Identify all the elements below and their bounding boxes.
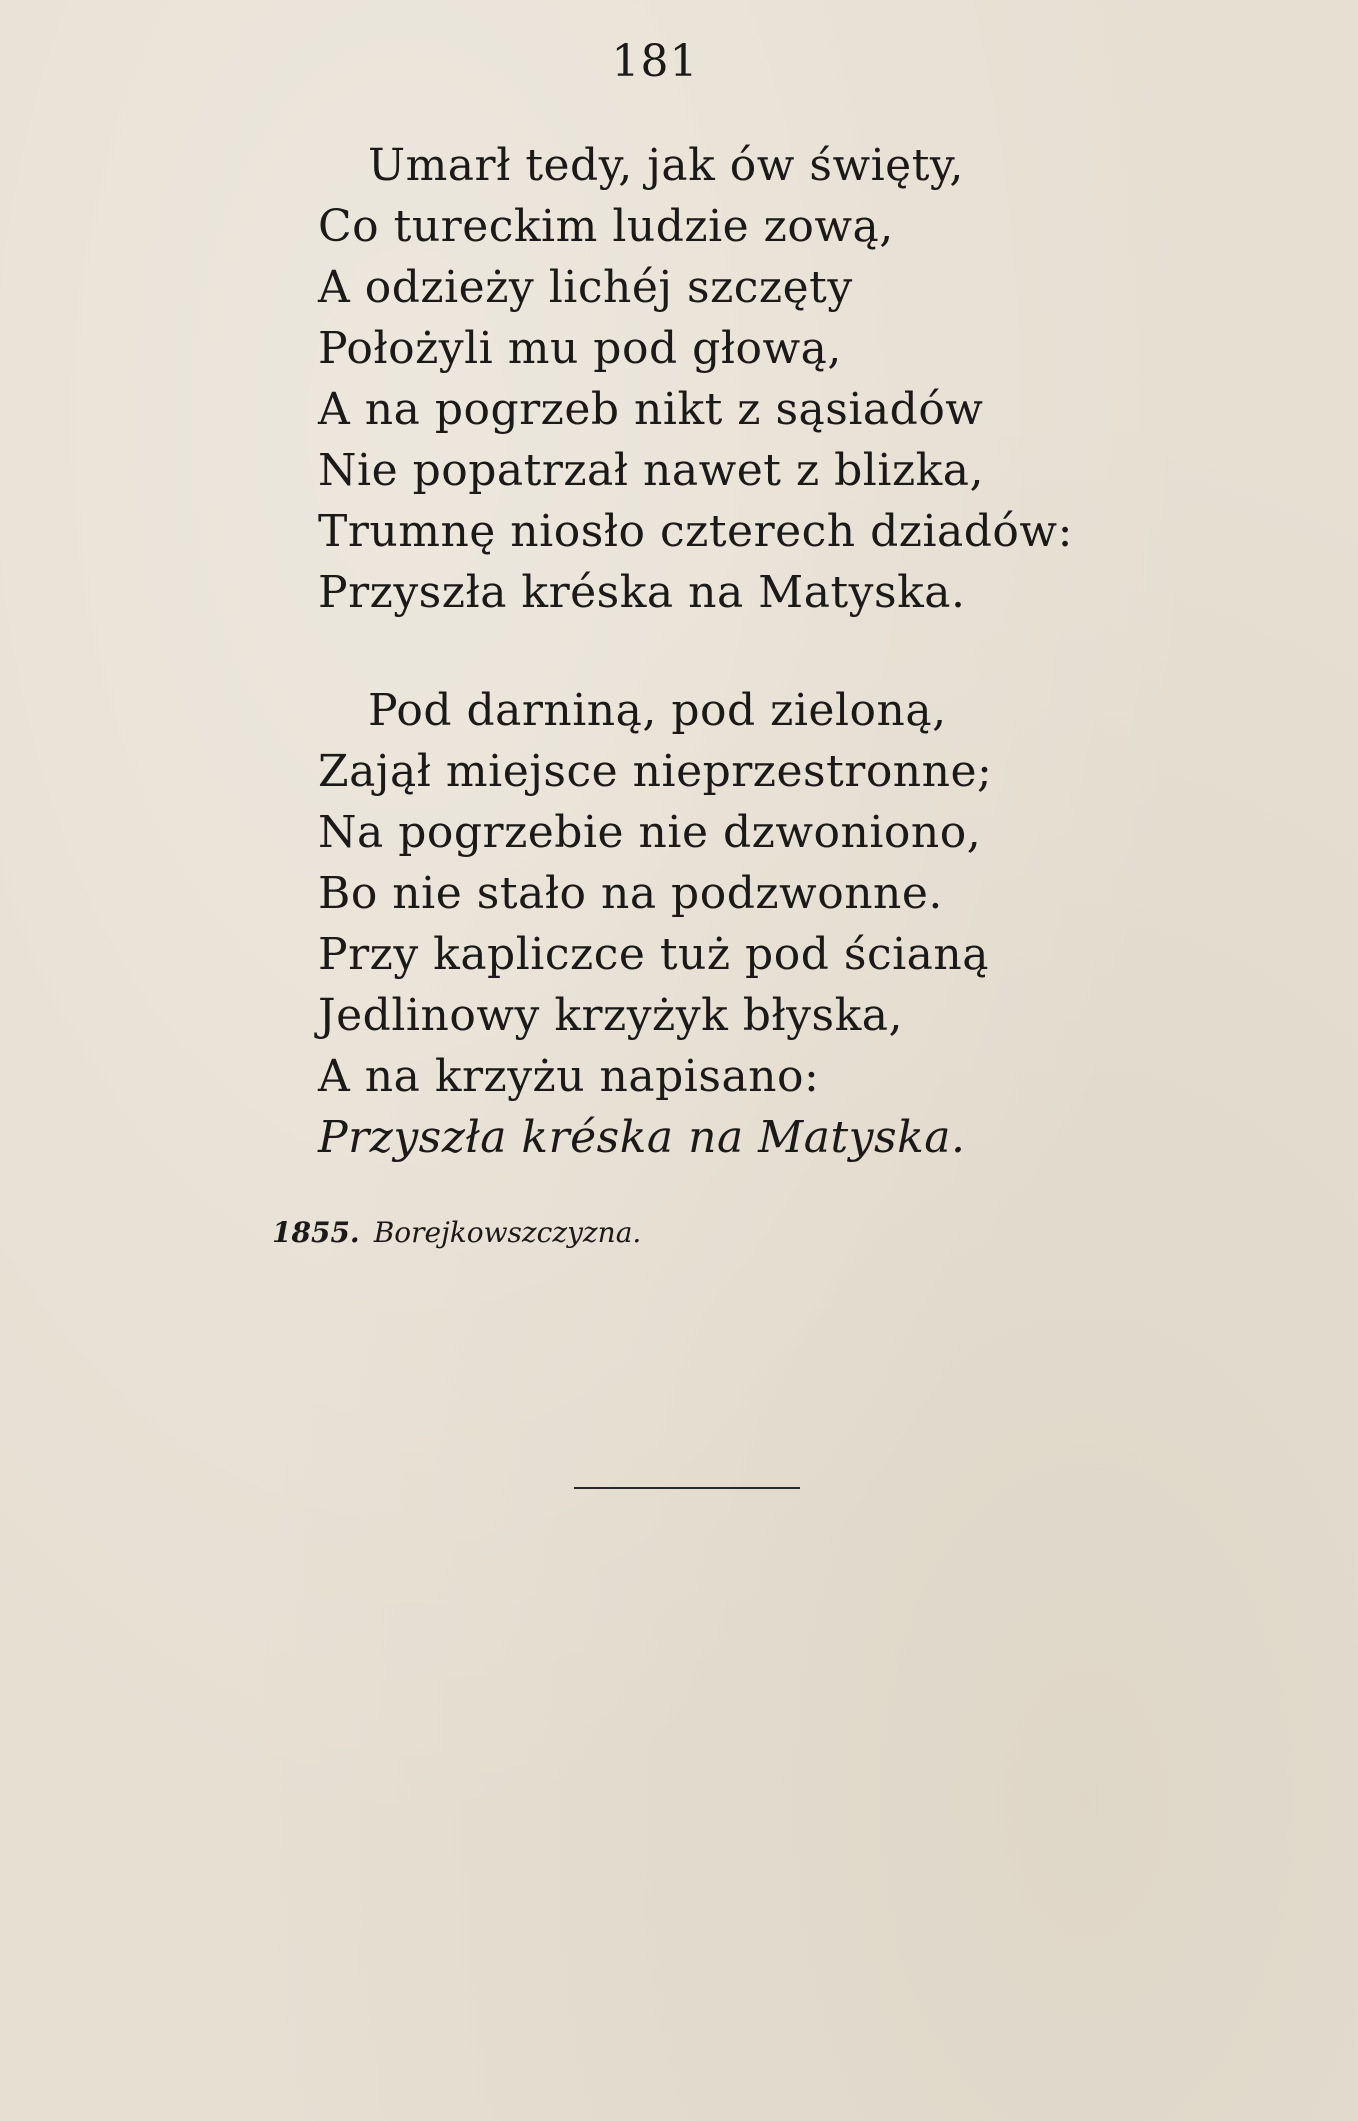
poem-line: A na pogrzeb nikt z sąsiadów <box>318 384 984 435</box>
signature-place: Borejkowszczyzna. <box>373 1216 642 1249</box>
poem-line: Nie popatrzał nawet z blizka, <box>318 445 985 496</box>
poem-line: Na pogrzebie nie dzwoniono, <box>318 807 982 858</box>
poem-line: Co tureckim ludzie zową, <box>318 201 894 252</box>
poem-line: Umarł tedy, jak ów święty, <box>368 140 964 191</box>
stanza-2 <box>318 680 992 1168</box>
poem-line: Pod darniną, pod zieloną, <box>368 685 947 736</box>
poem-line: Położyli mu pod głową, <box>318 323 842 374</box>
poem-line: A na krzyżu napisano: <box>318 1051 820 1102</box>
poem-line: Jedlinowy krzyżyk błyska, <box>318 990 903 1041</box>
poem-line: Bo nie stało na podzwonne. <box>318 868 943 919</box>
page-number: 181 <box>611 36 699 87</box>
section-divider <box>574 1487 800 1489</box>
date-place-signature <box>272 1216 641 1249</box>
poem-line-refrain: Przyszła kréska na Matyska. <box>318 1112 966 1163</box>
poem-line: Przyszła kréska na Matyska. <box>318 567 966 618</box>
signature-year: 1855. <box>272 1216 360 1249</box>
poem-line: Zajął miejsce nieprzestronne; <box>318 746 993 797</box>
poem-line: Trumnę niosło czterech dziadów: <box>318 506 1073 557</box>
poem-line: Przy kapliczce tuż pod ścianą <box>318 929 989 980</box>
poem-line: A odzieży lichéj szczęty <box>318 262 853 313</box>
stanza-1 <box>318 135 1073 623</box>
